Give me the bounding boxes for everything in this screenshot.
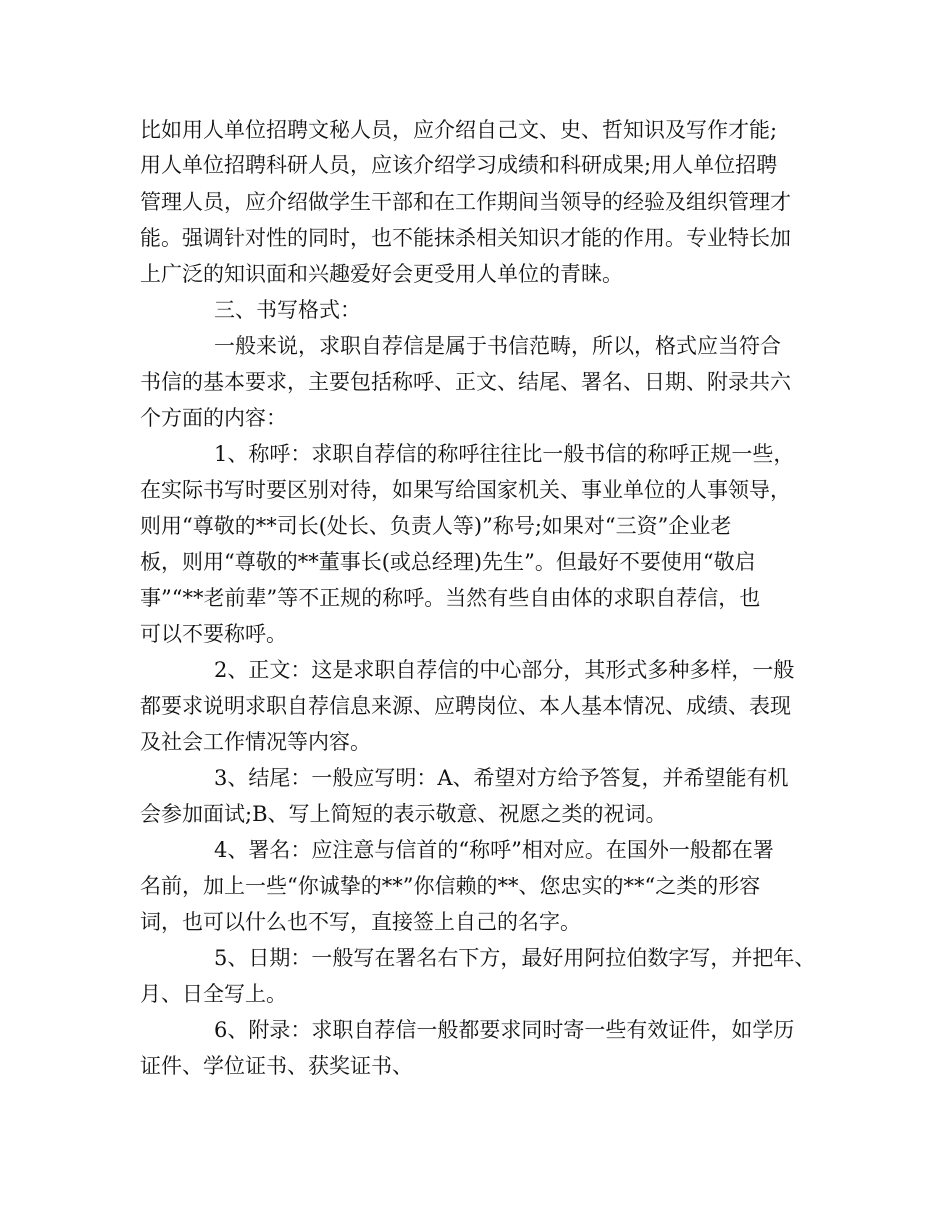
text-line: 一般来说，求职自荐信是属于书信范畴，所以，格式应当符合 (214, 334, 781, 358)
list-item-line: 4、署名：应注意与信首的“称呼”相对应。在国外一般都在署 (214, 838, 774, 862)
text-line: 能。强调针对性的同时，也不能抹杀相关知识才能的作用。专业特长加 (140, 226, 791, 250)
text-line: 上广泛的知识面和兴趣爱好会更受用人单位的青睐。 (140, 262, 623, 286)
text-line: 板，则用“尊敬的**董事长(或总经理)先生”。但最好不要使用“敬启 (140, 550, 756, 574)
text-line: 月、日全写上。 (140, 982, 287, 1006)
list-item-line: 5、日期：一般写在署名右下方，最好用阿拉伯数字写，并把年、 (214, 946, 816, 970)
text-line: 都要求说明求职自荐信息来源、应聘岗位、本人基本情况、成绩、表现 (140, 694, 791, 718)
list-item-line: 6、附录：求职自荐信一般都要求同时寄一些有效证件，如学历 (214, 1018, 795, 1042)
text-line: 比如用人单位招聘文秘人员，应介绍自己文、史、哲知识及写作才能; (140, 118, 778, 142)
text-line: 书信的基本要求，主要包括称呼、正文、结尾、署名、日期、附录共六 (140, 370, 791, 394)
text-line: 及社会工作情况等内容。 (140, 730, 371, 754)
text-line: 则用“尊敬的**司长(处长、负责人等)”称号;如果对“三资”企业老 (140, 514, 732, 538)
text-line: 会参加面试;B、写上简短的表示敬意、祝愿之类的祝词。 (140, 802, 667, 826)
text-line: 用人单位招聘科研人员，应该介绍学习成绩和科研成果;用人单位招聘 (140, 153, 778, 177)
text-line: 个方面的内容： (140, 406, 287, 430)
text-line: 事”“**老前辈”等不正规的称呼。当然有些自由体的求职自荐信，也 (140, 586, 761, 610)
text-line: 在实际书写时要区别对待，如果写给国家机关、事业单位的人事领导， (140, 478, 791, 502)
text-line: 名前，加上一些“你诚挚的**”你信赖的**、您忠实的**“之类的形容 (140, 874, 761, 898)
text-line: 可以不要称呼。 (140, 622, 287, 646)
text-line: 证件、学位证书、获奖证书、 (140, 1054, 413, 1078)
section-heading: 三、书写格式： (214, 298, 361, 322)
text-line: 词，也可以什么也不写，直接签上自己的名字。 (140, 910, 581, 934)
list-item-line: 3、结尾：一般应写明：A、希望对方给予答复，并希望能有机 (214, 766, 789, 790)
text-line: 管理人员，应介绍做学生干部和在工作期间当领导的经验及组织管理才 (140, 190, 791, 214)
list-item-line: 1、称呼：求职自荐信的称呼往往比一般书信的称呼正规一些， (214, 442, 795, 466)
list-item-line: 2、正文：这是求职自荐信的中心部分，其形式多种多样，一般 (214, 658, 795, 682)
